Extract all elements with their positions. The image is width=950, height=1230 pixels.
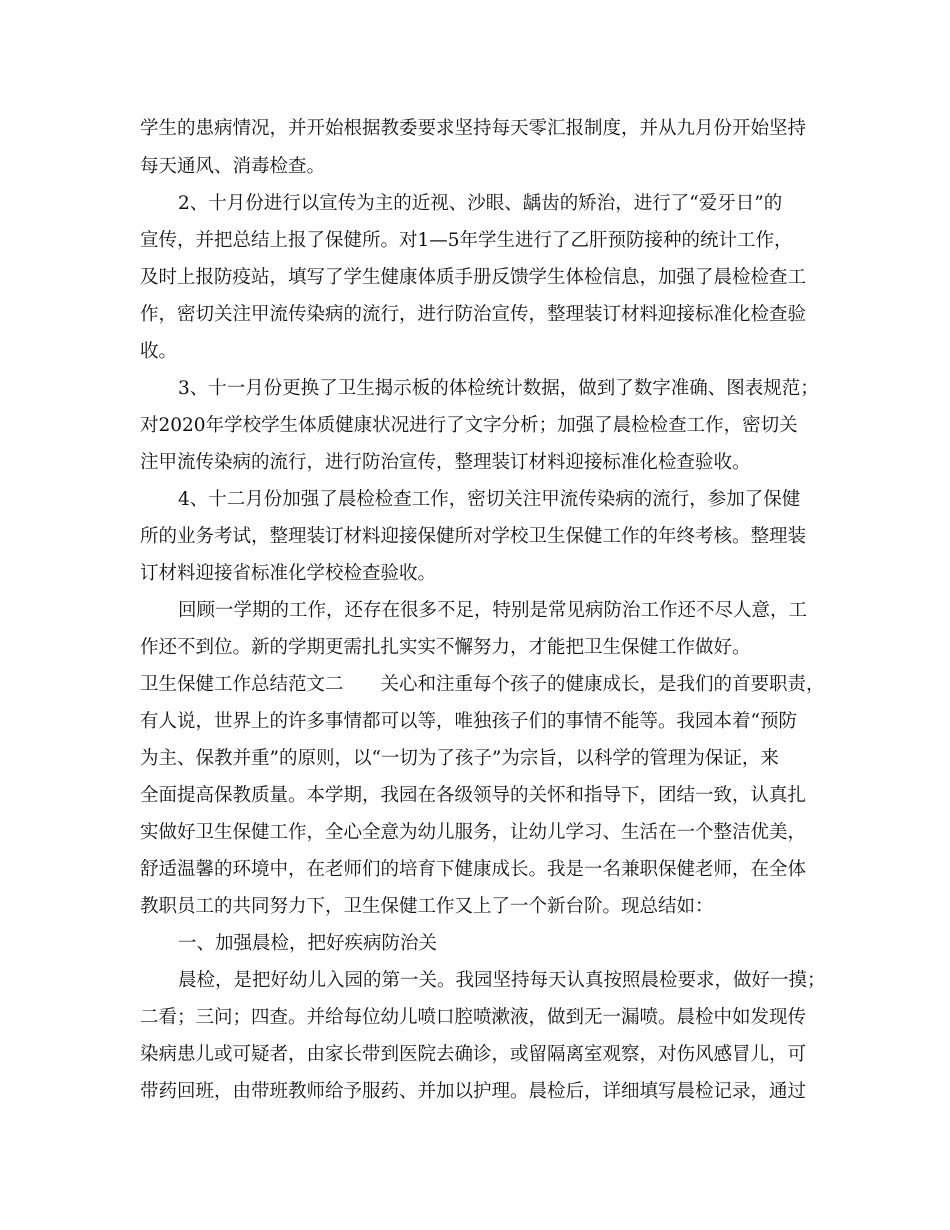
text-line: 所的业务考试，整理装订材料迎接保健所对学校卫生保健工作的年终考核。整理装 [140, 526, 807, 547]
text-line: 订材料迎接省标准化学校检查验收。 [140, 563, 437, 584]
subheading-line: 一、加强晨检，把好疾病防治关 [178, 933, 438, 954]
text-line: 3、十一月份更换了卫生揭示板的体检统计数据，做到了数字准确、图表规范； [178, 378, 819, 399]
text-line: 对2020年学校学生体质健康状况进行了文字分析；加强了晨检检查工作，密切关 [140, 415, 798, 436]
text-line: 染病患儿或可疑者，由家长带到医院去确诊，或留隔离室观察，对伤风感冒儿，可 [140, 1044, 807, 1065]
text-line: 作还不到位。新的学期更需扎扎实实不懈努力，才能把卫生保健工作做好。 [140, 637, 751, 658]
text-line: 作，密切关注甲流传染病的流行，进行防治宣传，整理装订材料迎接标准化检查验 [140, 304, 807, 325]
text-line: 学生的患病情况，并开始根据教委要求坚持每天零汇报制度，并从九月份开始坚持 [140, 118, 807, 139]
text-line: 4、十二月份加强了晨检检查工作，密切关注甲流传染病的流行，参加了保健 [178, 489, 801, 510]
text-line: 晨检，是把好幼儿入园的第一关。我园坚持每天认真按照晨检要求，做好一摸； [178, 970, 826, 991]
text-line: 实做好卫生保健工作，全心全意为幼儿服务，让幼儿学习、生活在一个整洁优美， [140, 822, 807, 843]
text-line: 有人说，世界上的许多事情都可以等，唯独孩子们的事情不能等。我园本着“预防 [140, 711, 797, 732]
text-line: 2、十月份进行以宣传为主的近视、沙眼、龋齿的矫治，进行了“爱牙日”的 [178, 193, 783, 214]
text-line: 全面提高保教质量。本学期，我园在各级领导的关怀和指导下，团结一致，认真扎 [140, 785, 807, 806]
text-line: 为主、保教并重”的原则，以“一切为了孩子”为宗旨，以科学的管理为保证，来 [140, 748, 779, 769]
text-line: 收。 [140, 341, 178, 362]
text-line: 宣传，并把总结上报了保健所。对1—5年学生进行了乙肝预防接种的统计工作， [140, 230, 793, 251]
text-line: 教职员工的共同努力下，卫生保健工作又上了一个新台阶。现总结如： [140, 896, 714, 917]
section-heading-line: 卫生保健工作总结范文二 关心和注重每个孩子的健康成长，是我们的首要职责， [140, 674, 825, 695]
text-line: 注甲流传染病的流行，进行防治宣传，整理装订材料迎接标准化检查验收。 [140, 452, 751, 473]
text-line: 二看；三问；四查。并给每位幼儿喷口腔喷漱液，做到无一漏喷。晨检中如发现传 [140, 1007, 807, 1028]
text-line: 回顾一学期的工作，还存在很多不足，特别是常见病防治工作还不尽人意，工 [178, 600, 808, 621]
text-line: 每天通风、消毒检查。 [140, 156, 326, 177]
text-line: 及时上报防疫站，填写了学生健康体质手册反馈学生体检信息，加强了晨检检查工 [140, 267, 807, 288]
text-line: 带药回班，由带班教师给予服药、并加以护理。晨检后，详细填写晨检记录，通过 [140, 1081, 807, 1102]
text-line: 舒适温馨的环境中，在老师们的培育下健康成长。我是一名兼职保健老师，在全体 [140, 859, 807, 880]
